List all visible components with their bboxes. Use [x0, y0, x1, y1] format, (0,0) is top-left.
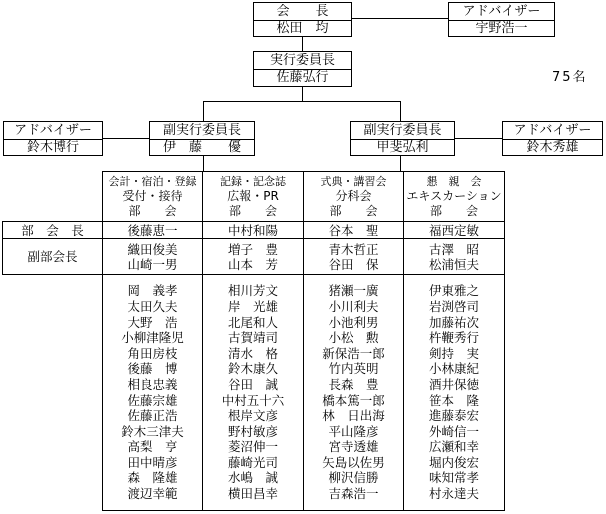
members-blank — [3, 275, 103, 511]
president-adviser-name: 宇野浩一 — [475, 21, 528, 36]
right-adviser-box — [502, 121, 603, 156]
member-name: 村永達夫 — [428, 486, 479, 502]
member-name: 小林康紀 — [428, 361, 479, 377]
vice-right-box — [350, 121, 455, 156]
member-name: 堀内俊宏 — [428, 454, 479, 470]
member-name: 太田久夫 — [127, 298, 178, 314]
line-right-adviser — [455, 138, 502, 139]
member-name: 平山隆彦 — [328, 423, 379, 439]
vice-left-box — [149, 121, 255, 156]
member-name: 伊東雅之 — [428, 283, 479, 299]
vice-4: 古澤 昭 松浦恒夫 — [404, 239, 505, 275]
member-name: 後藤 博 — [127, 361, 178, 377]
member-name: 佐藤正浩 — [127, 408, 178, 424]
member-name: 小池利男 — [328, 314, 379, 330]
member-name: 根岸文彦 — [227, 408, 278, 424]
member-name: 清水 格 — [227, 345, 278, 361]
member-name: 藤崎光司 — [227, 454, 278, 470]
line-president-adviser — [352, 18, 448, 19]
member-name: 鈴木三津夫 — [121, 423, 184, 439]
chair-box — [253, 51, 352, 87]
member-name: 進藤泰宏 — [428, 408, 479, 424]
right-adviser-name: 鈴木秀雄 — [526, 140, 579, 155]
vice-right-title: 副実行委員長 — [351, 123, 454, 140]
vice-left-name: 伊 藤 優 — [162, 140, 241, 155]
member-name: 北尾和人 — [227, 314, 278, 330]
vice-right-name: 甲斐弘利 — [376, 140, 429, 155]
member-name: 森 隆雄 — [127, 470, 178, 486]
member-name: 酒井保徳 — [428, 376, 479, 392]
president-title: 会 長 — [254, 4, 351, 21]
member-name: 相良忠義 — [127, 376, 178, 392]
member-name: 新保浩一郎 — [322, 345, 385, 361]
member-name: 横田昌幸 — [227, 486, 278, 502]
right-adviser-title: アドバイザー — [503, 123, 602, 140]
president-box — [253, 2, 352, 37]
committee-header-4: 懇 親 会 エキスカーション 部 会 — [404, 172, 505, 222]
chair-title: 実行委員長 — [254, 53, 351, 70]
member-name: 小柳津隆児 — [121, 330, 184, 346]
vice-2: 増子 豊 山本 芳 — [203, 239, 304, 275]
members-2 — [203, 275, 304, 511]
member-name: 高梨 亨 — [127, 439, 178, 455]
member-name: 野村敏彦 — [227, 423, 278, 439]
member-name: 大野 浩 — [127, 314, 178, 330]
member-name: 角田房枝 — [127, 345, 178, 361]
members-4 — [404, 275, 505, 511]
committee-roster-table — [2, 171, 505, 511]
member-name: 竹内英明 — [328, 361, 379, 377]
vice-left-title: 副実行委員長 — [150, 123, 254, 140]
member-name: 宮寺透雄 — [328, 439, 379, 455]
member-name: 加藤祐次 — [428, 314, 479, 330]
member-name: 長森 豊 — [328, 376, 379, 392]
row-label-leader: 部 会 長 — [3, 222, 103, 239]
member-name: 猪瀬一廣 — [328, 283, 379, 299]
member-name: 林 日出海 — [322, 408, 385, 424]
line-left-vice-down — [203, 155, 204, 171]
member-name: 矢島以佐男 — [322, 454, 385, 470]
member-name: 岸 光雄 — [227, 298, 278, 314]
member-name: 岡 義孝 — [127, 283, 178, 299]
header-blank — [3, 172, 103, 222]
member-name: 笹本 隆 — [428, 392, 479, 408]
member-name: 田中晴彦 — [127, 454, 178, 470]
vice-3: 青木哲正 谷田 保 — [304, 239, 404, 275]
row-label-vice: 副部会長 — [3, 239, 103, 275]
line-vice-left-drop — [203, 101, 204, 121]
vice-1: 織田俊美 山崎一男 — [103, 239, 203, 275]
committee-header-2: 記録・記念誌 広報・PR 部 会 — [203, 172, 304, 222]
member-name: 古賀靖司 — [227, 330, 278, 346]
president-name: 松田 均 — [276, 21, 329, 36]
member-name: 広瀬和幸 — [428, 439, 479, 455]
president-adviser-title: アドバイザー — [449, 4, 554, 21]
members-1 — [103, 275, 203, 511]
leader-2: 中村和陽 — [203, 222, 304, 239]
member-name: 菱沼伸一 — [227, 439, 278, 455]
members-3 — [304, 275, 404, 511]
member-name: 小川利夫 — [328, 298, 379, 314]
member-name: 谷田 誠 — [227, 376, 278, 392]
member-name: 外崎信一 — [428, 423, 479, 439]
leader-3: 谷本 聖 — [304, 222, 404, 239]
left-adviser-title: アドバイザー — [4, 123, 102, 140]
line-left-adviser — [103, 138, 149, 139]
member-name: 小松 勲 — [328, 330, 379, 346]
line-right-vice-down — [400, 155, 401, 171]
member-name: 剣持 実 — [428, 345, 479, 361]
line-president-chair — [302, 35, 303, 51]
committee-header-1: 会計・宿泊・登録 受付・接待 部 会 — [103, 172, 203, 222]
member-name: 杵鞭秀行 — [428, 330, 479, 346]
line-chair-trunk — [302, 86, 303, 101]
member-name: 渡辺幸範 — [127, 486, 178, 502]
left-adviser-name: 鈴木博行 — [26, 140, 79, 155]
committee-header-3: 式典・講習会 分科会 部 会 — [304, 172, 404, 222]
member-name: 橋本篤一郎 — [322, 392, 385, 408]
member-name: 水嶋 誠 — [227, 470, 278, 486]
member-name: 吉森浩一 — [328, 486, 379, 502]
member-count: 75名 — [552, 70, 588, 85]
leader-4: 福西定敏 — [404, 222, 505, 239]
chair-name: 佐藤弘行 — [276, 70, 329, 85]
member-name: 相川芳文 — [227, 283, 278, 299]
member-name: 柳沢信勝 — [328, 470, 379, 486]
president-adviser-box — [448, 2, 555, 37]
line-vice-bar — [203, 101, 400, 102]
left-adviser-box — [3, 121, 103, 156]
leader-1: 後藤恵一 — [103, 222, 203, 239]
member-name: 佐藤宗雄 — [127, 392, 178, 408]
member-name: 中村五十六 — [221, 392, 285, 408]
member-name: 岩渕啓司 — [428, 298, 479, 314]
member-name: 鈴木康久 — [227, 361, 278, 377]
member-name: 味知常孝 — [428, 470, 479, 486]
line-vice-right-drop — [400, 101, 401, 121]
